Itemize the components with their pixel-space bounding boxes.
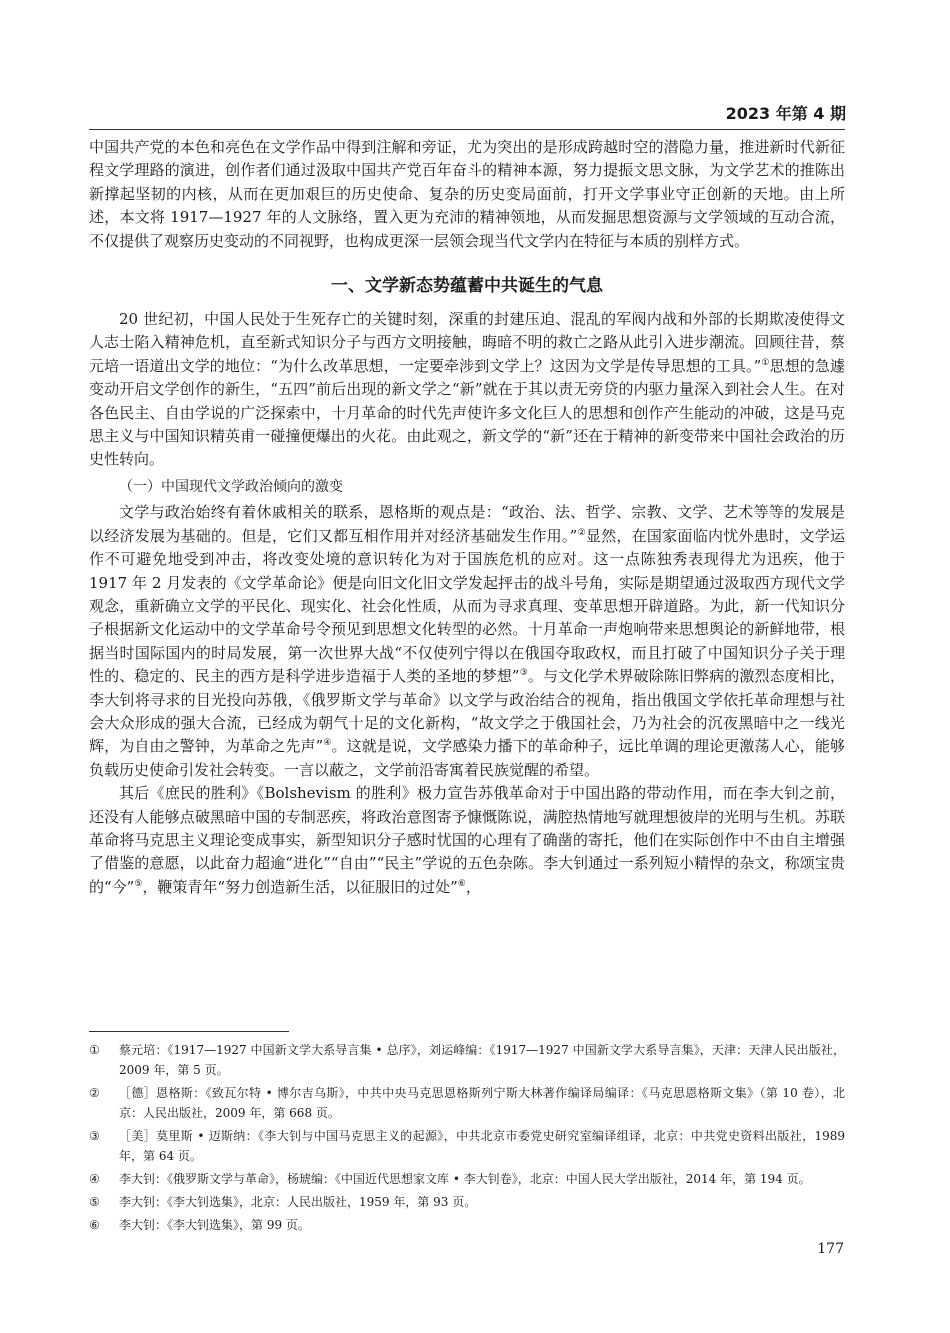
article-body — [89, 136, 845, 899]
footnote-mark: ① — [89, 1043, 100, 1057]
footnote-text: 李大钊：《俄罗斯文学与革命》，杨琥编：《中国近代思想家文库 • 李大钊卷》，北京：中国人民大学出版社，2014 年，第 194 页。 — [119, 1172, 811, 1186]
footnote-text: ［美］莫里斯 • 迈斯纳：《李大钊与中国马克思主义的起源》，中共北京市委党史研究室编译组译，北京：中共党史资料出版社，1989 年，第 64 页。 — [119, 1129, 845, 1163]
intro-paragraph: 中国共产党的本色和亮色在文学作品中得到注解和旁证，尤为突出的是形成跨越时空的潜隐力量，推进新时代新征程文学理路的演进，创作者们通过汲取中国共产党百年奋斗的精神本源，努力提振文思文脉，为文学艺术的推陈出新撑起坚韧的内核，从而在更加艰巨的历史使命、复杂的历史变局面前，打开文学事业守正创新的天地。由上所述，本文将 1917—1927 年的人文脉络，置入更为充沛的精神领地，从而发掘思想资源与文学领域的互动合流，不仅提供了观察历史变动的不同视野，也构成更深一层领会现当代文学内在特征与本质的别样方式。 — [89, 138, 845, 250]
paragraph-1 — [89, 308, 845, 472]
text: 。这就是说，文学感染力播下的革命种子，远比单调的理论更激荡人心，能够负载历史使命引发社会转变。一言以蔽之，文学前沿寄寓着民族觉醒的希望。 — [89, 737, 845, 779]
footnote-text: 蔡元培：《1917—1927 中国新文学大系导言集 • 总序》，刘运峰编：《1917—1927 中国新文学大系导言集》，天津：天津人民出版社，2009 年，第 5 页。 — [119, 1043, 845, 1077]
footnote-mark: ④ — [89, 1172, 100, 1186]
footnote-ref-5[interactable]: ⑤ — [134, 878, 143, 889]
text: 其后《庶民的胜利》《Bolshevism 的胜利》极力宣告苏俄革命对于中国出路的带动作用，而在李大钊之前，还没有人能够点破黑暗中国的专制恶疾，将政治意图寄予慷慨陈说，满腔热情地写就理想彼岸的光明与生机。苏联革命将马克思主义理论变成事实，新型知识分子感时忧国的心理有了确凿的寄托，他们在实际创作中不由自主增强了借鉴的意愿，以此奋力超逾“进化”“自由”“民主”学说的五色杂陈。李大钊通过一系列短小精悍的杂文，称颂宝贵的“今” — [89, 784, 845, 896]
footnote-text: 李大钊：《李大钊选集》，北京：人民出版社，1959 年，第 93 页。 — [119, 1195, 477, 1209]
footnotes — [89, 1040, 845, 1238]
footnote-ref-3[interactable]: ③ — [519, 668, 528, 679]
footnote-mark: ⑤ — [89, 1195, 100, 1209]
footnote-mark: ② — [89, 1086, 100, 1100]
paragraph-3 — [89, 782, 845, 899]
text: 文学与政治始终有着休戚相关的联系，恩格斯的观点是：“政治、法、哲学、宗教、文学、艺术等等的发展是以经济发展为基础的。但是，它们又都互相作用并对经济基础发生作用。” — [89, 503, 845, 545]
text: 20 世纪初，中国人民处于生死存亡的关键时刻，深重的封建压迫、混乱的军阀内战和外部的长期欺凌使得文人志士陷入精神危机，直至新式知识分子与西方文明接触，晦暗不明的救亡之路从此引入进步潮流。回顾往昔，蔡元培一语道出文学的地位：“为什么改革思想，一定要牵涉到文学上？这因为文学是传导思想的工具。” — [89, 310, 845, 375]
footnote — [89, 1192, 845, 1212]
text: 。与文化学术界破除陈旧弊病的激烈态度相比，李大钊将寻求的目光投向苏俄，《俄罗斯文学与革命》以文学与政治结合的视角，指出俄国文学依托革命理想与社会大众形成的强大合流，已经成为朝气十足的文化新构，“故文学之于俄国社会，乃为社会的沉夜黑暗中之一线光辉，为自由之警钟，为革命之先声” — [89, 667, 845, 756]
paragraph-2 — [89, 501, 845, 782]
footnote-ref-6[interactable]: ⑥ — [457, 878, 466, 889]
header-rule — [89, 129, 845, 130]
text: 思想的急遽变动开启文学创作的新生，“五四”前后出现的新文学之“新”就在于其以责无旁贷的内驱力量深入到社会人生。在对各色民主、自由学说的广泛探索中，十月革命的时代先声使许多文化巨人的思想和创作产生能动的冲破，这是马克思主义与中国知识精英甫一碰撞便爆出的火花。由此观之，新文学的“新”还在于精神的新变带来中国社会政治的历史性转向。 — [89, 356, 845, 469]
footnote — [89, 1215, 845, 1235]
footnote — [89, 1126, 845, 1166]
footnote-rule — [89, 1031, 289, 1032]
footnote-text: ［德］恩格斯：《致瓦尔特 • 博尔吉乌斯》，中共中央马克思恩格斯列宁斯大林著作编译局编译：《马克思恩格斯文集》（第 10 卷），北京：人民出版社，2009 年，第 668 页。 — [119, 1086, 845, 1120]
subsection-title: （一）中国现代文学政治倾向的激变 — [119, 478, 343, 495]
footnote — [89, 1083, 845, 1123]
page-number: 177 — [817, 1241, 844, 1257]
footnote-mark: ③ — [89, 1129, 100, 1143]
footnote-text: 李大钊：《李大钊选集》，第 99 页。 — [119, 1218, 310, 1232]
text: 显然，在国家面临内忧外患时，文学运作不可避免地受到冲击，将改变处境的意识转化为对于国族危机的应对。这一点陈独秀表现得尤为迅疾，他于 1917 年 2 月发表的《文学革命论》便是向旧文化旧文学发起抨击的战斗号角，实际是期望通过汲取西方现代文学观念，重新确立文学的平民化、现实化、社会化性质，从而为寻求真理、变革思想开辟道路。为此，新一代知识分子根据新文化运动中的文学革命号令预见到思想文化转型的必然。十月革命一声炮响带来思想舆论的新鲜地带，根据当时国际国内的时局发展，第一次世界大战“不仅使列宁得以在俄国夺取政权，而且打破了中国知识分子关于理性的、稳定的、民主的西方是科学进步造福于人类的圣地的梦想” — [89, 526, 845, 686]
journal-issue: 2023 年第 4 期 — [725, 104, 846, 123]
text: ， — [465, 877, 481, 896]
section-title: 一、文学新态势蕴蓄中共诞生的气息 — [331, 276, 603, 297]
footnote-ref-1[interactable]: ① — [761, 357, 770, 368]
footnote-ref-4[interactable]: ④ — [323, 738, 332, 749]
footnote — [89, 1040, 845, 1080]
footnote — [89, 1169, 845, 1189]
footnote-ref-2[interactable]: ② — [577, 527, 586, 538]
footnote-mark: ⑥ — [89, 1218, 100, 1232]
text: ，鞭策青年“努力创造新生活，以征服旧的过处” — [142, 877, 458, 896]
